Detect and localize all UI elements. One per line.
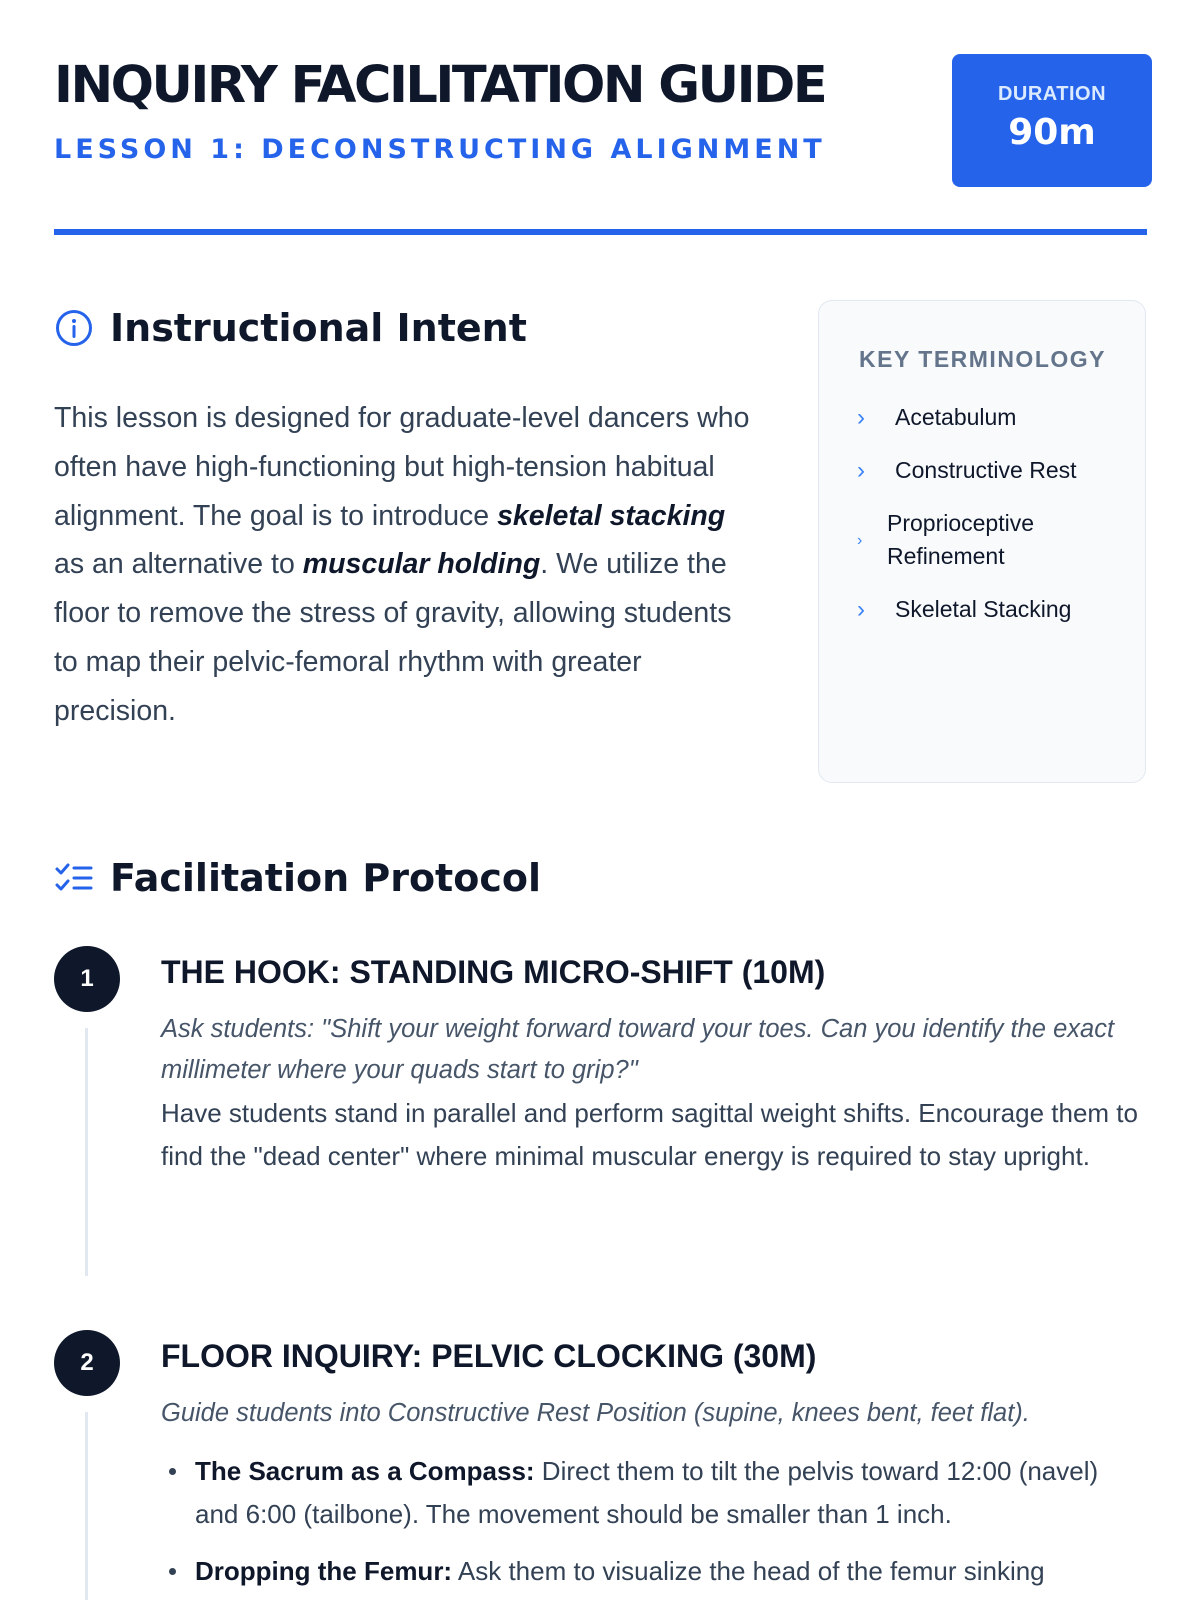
term-label: Constructive Rest [895, 457, 1077, 483]
list-item [857, 507, 1137, 573]
step-body: Have students stand in parallel and perform sagittal weight shifts. Encourage them to find the "dead center" where minimal muscular energy is required to stay upright. [161, 1098, 1138, 1171]
intent-emphasis: muscular holding [302, 548, 541, 581]
intent-paragraph [54, 394, 754, 736]
chevron-right-icon: › [857, 531, 863, 549]
term-label: Skeletal Stacking [895, 596, 1072, 622]
term-label: Acetabulum [895, 404, 1017, 430]
step-question: Ask students: "Shift your weight forward toward your toes. Can you identify the exact millimeter where your quads start to grip?" [161, 1015, 1115, 1084]
intent-section-header [54, 306, 527, 350]
intent-heading: Instructional Intent [110, 306, 527, 350]
step-title: THE HOOK: STANDING MICRO-SHIFT (10M) [161, 954, 826, 990]
protocol-step [54, 1328, 1146, 1600]
step-number: 1 [54, 946, 120, 1012]
lesson-subtitle: LESSON 1: DECONSTRUCTING ALIGNMENT [54, 134, 826, 165]
intent-text-part: as an alternative to [54, 548, 303, 581]
step-bullets [161, 1450, 1146, 1600]
chevron-right-icon: › [857, 457, 865, 484]
list-item [857, 593, 1137, 626]
header-divider [54, 229, 1147, 235]
terminology-list [857, 401, 1137, 646]
bullet-label: Dropping the Femur: [195, 1556, 453, 1586]
duration-badge [952, 54, 1152, 187]
protocol-step [54, 944, 1146, 1284]
page-header [54, 52, 1146, 237]
step-connector [85, 1028, 88, 1276]
terminology-heading: KEY TERMINOLOGY [859, 346, 1106, 372]
chevron-right-icon: › [857, 596, 865, 623]
list-item [161, 1550, 1146, 1593]
intent-emphasis: skeletal stacking [497, 499, 726, 532]
bullet-text: Ask them to visualize the head of the femur sinking [452, 1556, 1045, 1586]
list-item [857, 454, 1137, 487]
list-item [857, 401, 1137, 434]
step-number: 2 [54, 1330, 120, 1396]
intent-text-part: This lesson is designed for graduate-level dancers who often have high-functioning but high-tension habitual alignment. The goal is to introduce [54, 402, 750, 532]
page-title: INQUIRY FACILITATION GUIDE [54, 56, 826, 115]
list-item [161, 1450, 1146, 1536]
step-title: FLOOR INQUIRY: PELVIC CLOCKING (30M) [161, 1338, 817, 1374]
key-terminology-card [818, 300, 1146, 783]
term-label: Proprioceptive Refinement [887, 510, 1035, 569]
info-circle-icon [54, 308, 94, 348]
protocol-section-header [54, 856, 541, 900]
step-question: Guide students into Constructive Rest Position (supine, knees bent, feet flat). [161, 1399, 1030, 1427]
duration-value: 90m [1008, 112, 1096, 153]
bullet-label: The Sacrum as a Compass: [195, 1456, 535, 1486]
bullet-text: Direct them to tilt the pelvis toward 12:00 (navel) and 6:00 (tailbone). The movement should be smaller than 1 inch. [195, 1456, 1099, 1529]
protocol-heading: Facilitation Protocol [110, 856, 541, 900]
checklist-icon [54, 858, 94, 898]
duration-label: DURATION [997, 83, 1107, 105]
chevron-right-icon: › [857, 404, 865, 431]
step-connector [85, 1412, 88, 1600]
intent-text-part: . We utilize the floor to remove the stress of gravity, allowing students to map their pelvic-femoral rhythm with greater precision. [54, 548, 732, 727]
